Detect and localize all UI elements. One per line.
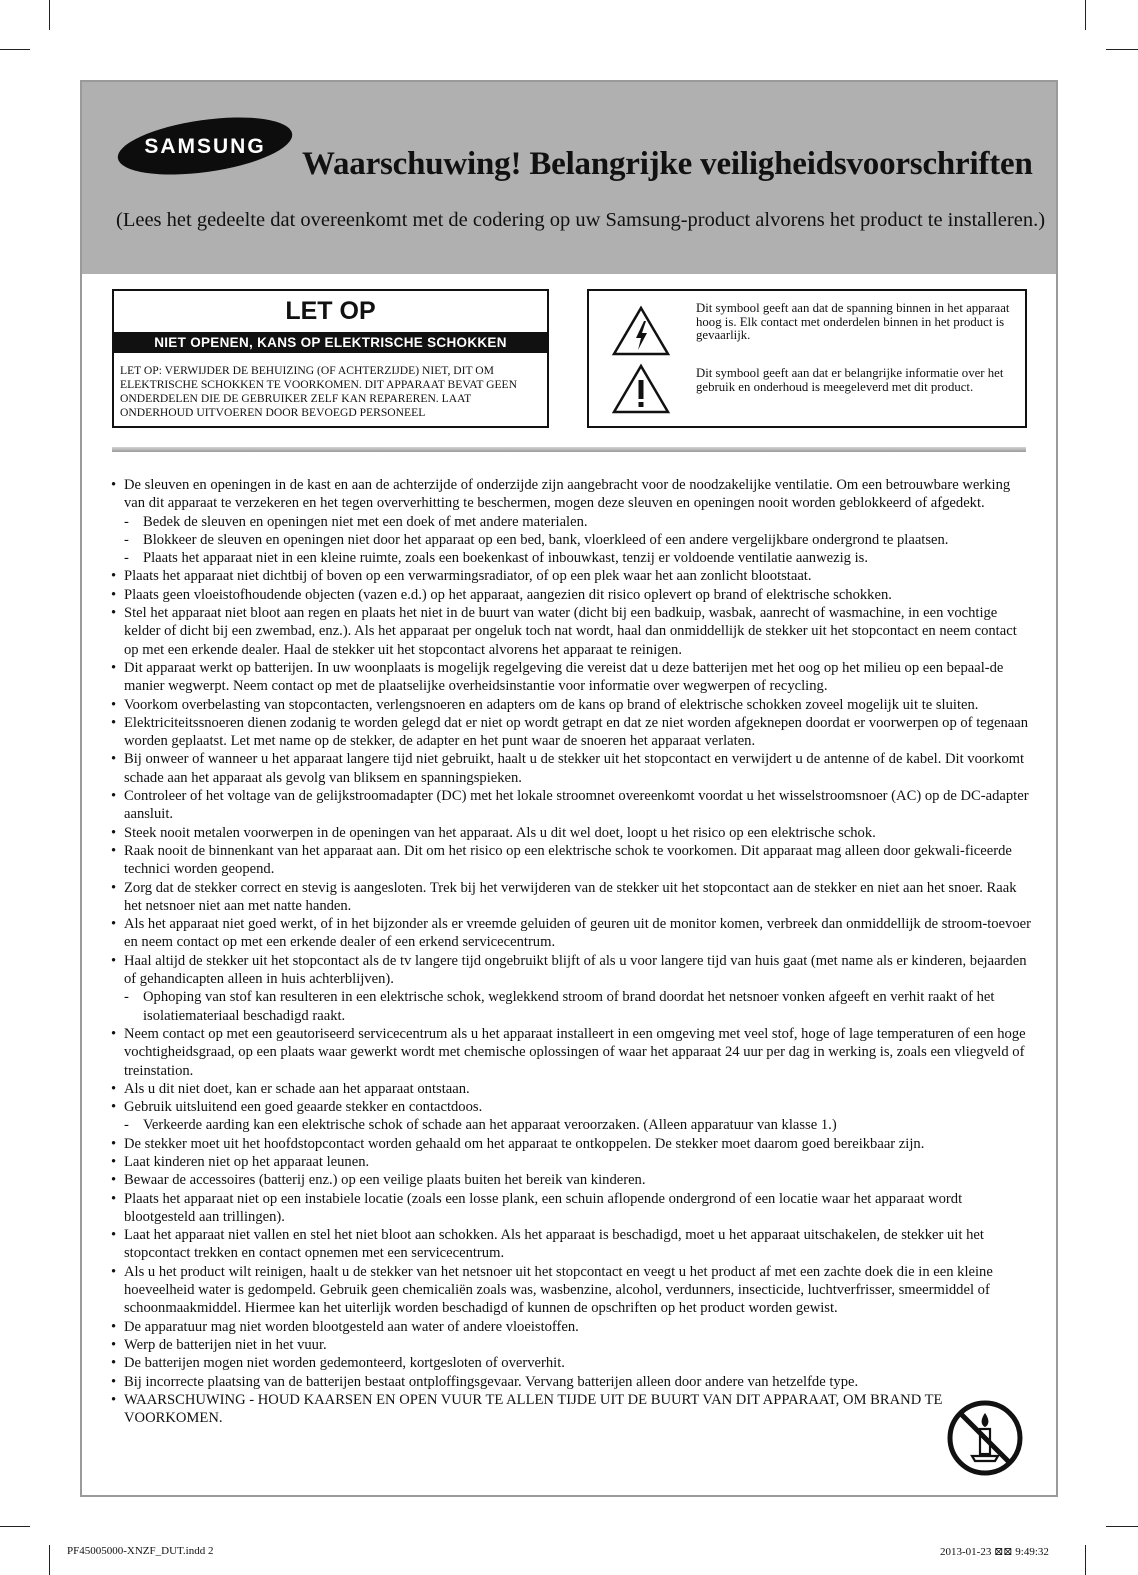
list-item	[106, 824, 1031, 842]
bullet-marker: •	[111, 1190, 117, 1207]
bullet-marker: •	[111, 1373, 117, 1390]
dash-marker: -	[124, 989, 129, 1006]
bullet-marker: •	[111, 1099, 117, 1116]
bullet-marker: •	[111, 1172, 117, 1189]
list-item-text: Werp de batterijen niet in het vuur.	[124, 1336, 327, 1353]
list-item	[106, 842, 1031, 879]
bullet-marker: •	[111, 1153, 117, 1170]
bullet-marker: •	[111, 1318, 117, 1335]
list-item	[106, 567, 1031, 585]
bullet-marker: •	[111, 696, 117, 713]
safety-instructions-list	[106, 476, 1031, 1427]
list-item-text: Bewaar de accessoires (batterij enz.) op een veilige plaats buiten het bereik van kinderen.	[124, 1172, 646, 1189]
symbol-legend-box	[587, 289, 1027, 428]
list-item-text: Zorg dat de stekker correct en stevig is aangesloten. Trek bij het verwijderen van de stekker uit het stopcontact aan de stekker en niet aan het snoer. Raak het netsnoer niet aan met natte handen.	[124, 879, 1017, 914]
list-item-text: Neem contact op met een geautoriseerd servicecentrum als u het apparaat installeert in een omgeving met veel stof, hoge of lage temperaturen of een hoge vochtigheidsgraad, op een plaats waar gewerkt wordt met chemische oplossingen of waar het apparaat 24 uur per dag in werking is, zoals een vliegveld of treinstation.	[124, 1025, 1026, 1079]
list-item	[106, 1226, 1031, 1263]
brand-wordmark: SAMSUNG	[144, 135, 266, 158]
list-item-text: Plaats het apparaat niet dichtbij of boven op een verwarmingsradiator, of op een plek waar het aan zonlicht blootstaat.	[124, 568, 812, 585]
list-item-text: Laat kinderen niet op het apparaat leunen.	[124, 1153, 370, 1170]
dash-marker: -	[124, 550, 129, 567]
list-item	[106, 476, 1031, 513]
list-item	[106, 1318, 1031, 1336]
list-item-text: Dit apparaat werkt op batterijen. In uw woonplaats is mogelijk regelgeving die vereist dat u deze batterijen met het oog op het milieu op een bepaal-de manier wegwerpt. Neem contact op met de plaatselijke overheidsinstantie voor informatie over wegwerpen of recycling.	[124, 659, 1004, 695]
list-item	[106, 549, 1031, 567]
list-item	[106, 879, 1031, 916]
crop-mark	[0, 1526, 30, 1527]
bullet-marker: •	[111, 916, 117, 933]
caution-title: LET OP	[285, 297, 376, 325]
dash-marker: -	[124, 1117, 129, 1134]
bullet-marker: •	[111, 879, 117, 896]
list-item-text: De stekker moet uit het hoofdstopcontact worden gehaald om het apparaat te ontkoppelen. De stekker moet daarom goed bereikbaar zijn.	[124, 1135, 925, 1152]
dash-marker: -	[124, 513, 129, 530]
voltage-symbol-description: Dit symbool geeft aan dat de spanning binnen in het apparaat hoog is. Elk contact met onderdelen binnen in het product is gevaarlijk.	[696, 301, 1010, 342]
list-item	[106, 1171, 1031, 1189]
list-item-text: Laat het apparaat niet vallen en stel het niet bloot aan schokken. Als het apparaat is beschadigd, moet u het apparaat uitschakelen, de stekker uit het stopcontact trekken en contact opnemen met een servicecentrum.	[124, 1227, 984, 1262]
dash-marker: -	[124, 531, 129, 548]
bullet-marker: •	[111, 824, 117, 841]
list-item-text: WAARSCHUWING - HOUD KAARSEN EN OPEN VUUR TE ALLEN TIJDE UIT DE BUURT VAN DIT APPARAAT, OM BRAND TE VOORKOMEN.	[124, 1391, 943, 1427]
list-item	[106, 586, 1031, 604]
list-item-text: Stel het apparaat niet bloot aan regen en plaats het niet in de buurt van water (dicht bij een badkuip, wasbak, aanrecht of wasmachine, in een vochtige kelder of dicht bij een zwembad, enz.). Als het apparaat per ongeluk toch nat wordt, haal dan onmiddellijk de stekker uit het stopcontact en neem contact op met een erkende dealer. Haal de stekker uit het stopcontact alvorens het apparaat te reinigen.	[124, 605, 1017, 658]
list-item	[106, 1116, 1031, 1134]
header-band	[82, 82, 1056, 274]
bullet-marker: •	[111, 659, 117, 676]
caution-body: LET OP: VERWIJDER DE BEHUIZING (OF ACHTERZIJDE) NIET, DIT OM ELEKTRISCHE SCHOKKEN TE VOORKOMEN. DIT APPARAAT BEVAT GEEN ONDERDELEN DIE DE GEBRUIKER ZELF KAN REPAREREN. LAAT ONDERHOUD UITVOEREN DOOR BEVOEGD PERSONEEL	[120, 364, 518, 419]
no-candles-icon	[946, 1399, 1024, 1477]
list-item	[106, 915, 1031, 952]
crop-mark	[49, 1545, 50, 1575]
bullet-marker: •	[111, 751, 117, 768]
bullet-marker: •	[111, 1336, 117, 1353]
list-item-text: Bedek de sleuven en openingen niet met een doek of met andere materialen.	[143, 513, 588, 530]
list-item-text: Bij onweer of wanneer u het apparaat langere tijd niet gebruikt, haalt u de stekker uit het stopcontact en verwijdert u de antenne of de kabel. Dit voorkomt schade aan het apparaat als gevolg van bliksem en spanningspieken.	[124, 751, 1025, 786]
bullet-marker: •	[111, 714, 117, 731]
list-item	[106, 1336, 1031, 1354]
list-item-text: Plaats het apparaat niet in een kleine ruimte, zoals een boekenkast of inbouwkast, tenzij er voldoende ventilatie aanwezig is.	[143, 550, 868, 567]
info-symbol-description: Dit symbool geeft aan dat er belangrijke informatie over het gebruik en onderhoud is meegeleverd met dit product.	[696, 366, 1004, 394]
list-item-text: Voorkom overbelasting van stopcontacten, verlengsnoeren en adapters om de kans op brand of elektrische schokken zoveel mogelijk uit te sluiten.	[124, 696, 979, 713]
footer-file-name: PF45005000-XNZF_DUT.indd 2	[67, 1545, 214, 1557]
list-item	[106, 1190, 1031, 1227]
list-item-text: Verkeerde aarding kan een elektrische schok of schade aan het apparaat veroorzaken. (Alleen apparatuur van klasse 1.)	[143, 1117, 837, 1134]
bullet-marker: •	[111, 1135, 117, 1152]
bullet-marker: •	[111, 788, 117, 805]
bullet-marker: •	[111, 1263, 117, 1280]
page-title: Waarschuwing! Belangrijke veiligheidsvoorschriften	[302, 146, 1033, 182]
list-item	[106, 513, 1031, 531]
crop-mark	[49, 0, 50, 30]
list-item	[106, 531, 1031, 549]
bullet-marker: •	[111, 1227, 117, 1244]
section-divider	[112, 447, 1026, 452]
samsung-logo	[115, 115, 295, 177]
crop-mark	[0, 49, 30, 50]
bullet-marker: •	[111, 1080, 117, 1097]
list-item	[106, 1373, 1031, 1391]
list-item-text: Als u het product wilt reinigen, haalt u de stekker van het netsnoer uit het stopcontact en veegt u het product af met een zachte doek die in een kleine hoeveelheid water is gedompeld. Gebruik geen chemicaliën zoals was, wasbenzine, alcohol, verdunners, insecticide, luchtverfrisser, smeermiddel of schoonmaakmiddel. Hiermee kan het uiterlijk worden beschadigd of kunnen de opschriften op het product worden gewist.	[124, 1263, 993, 1317]
bullet-marker: •	[111, 1391, 117, 1408]
list-item	[106, 1354, 1031, 1372]
list-item	[106, 1098, 1031, 1116]
list-item	[106, 1080, 1031, 1098]
list-item	[106, 696, 1031, 714]
list-item-text: Blokkeer de sleuven en openingen niet door het apparaat op een bed, bank, vloerkleed of een andere vergelijkbare ondergrond te plaatsen.	[143, 531, 949, 548]
list-item	[106, 604, 1031, 659]
safety-sheet	[80, 80, 1058, 1497]
bullet-marker: •	[111, 1025, 117, 1042]
exclamation-warning-icon	[611, 363, 671, 415]
list-item-text: Raak nooit de binnenkant van het apparaat aan. Dit om het risico op een elektrische schok te voorkomen. Dit apparaat mag alleen door gekwali-ficeerde technici worden geopend.	[124, 842, 1012, 878]
list-item	[106, 1135, 1031, 1153]
list-item	[106, 1153, 1031, 1171]
bullet-marker: •	[111, 477, 117, 493]
caution-box	[112, 289, 549, 428]
list-item-text: Elektriciteitssnoeren dienen zodanig te worden gelegd dat er niet op wordt getrapt en dat ze niet worden afgeknepen doordat er voorwerpen op of tegenaan worden geplaatst. Let met name op de stekker, de adapter en het punt waar de snoeren het apparaat verlaten.	[124, 714, 1029, 750]
list-item	[106, 659, 1031, 696]
list-item	[106, 1025, 1031, 1080]
crop-mark	[1106, 1526, 1138, 1527]
list-item-text: Bij incorrecte plaatsing van de batterijen bestaat ontploffingsgevaar. Vervang batterijen alleen door andere van hetzelfde type.	[124, 1373, 859, 1390]
bullet-marker: •	[111, 952, 117, 969]
bullet-marker: •	[111, 842, 117, 859]
caution-banner: NIET OPENEN, KANS OP ELEKTRISCHE SCHOKKEN	[114, 332, 547, 353]
list-item-text: Controleer of het voltage van de gelijkstroomadapter (DC) met het lokale stroomnet overeenkomt voordat u het wisselstroomsnoer (AC) op de DC-adapter aansluit.	[124, 788, 1029, 823]
footer-timestamp: 2013-01-23 ⊠⊠ 9:49:32	[940, 1546, 1049, 1558]
bullet-marker: •	[111, 586, 117, 603]
list-item-text: De apparatuur mag niet worden blootgesteld aan water of andere vloeistoffen.	[124, 1318, 579, 1335]
list-item-text: Plaats geen vloeistofhoudende objecten (vazen e.d.) op het apparaat, aangezien dit risico oplevert op brand of elektrische schokken.	[124, 586, 892, 603]
list-item-text: Plaats het apparaat niet op een instabiele locatie (zoals een losse plank, een schuin aflopende ondergrond of een locatie waar het apparaat wordt blootgesteld aan trillingen).	[124, 1190, 963, 1225]
list-item-text: Steek nooit metalen voorwerpen in de openingen van het apparaat. Als u dit wel doet, loopt u het risico op een elektrische schok.	[124, 824, 876, 841]
list-item	[106, 750, 1031, 787]
bullet-marker: •	[111, 568, 117, 585]
list-item-text: De sleuven en openingen in de kast en aan de achterzijde of onderzijde zijn aangebracht voor de noodzakelijke ventilatie. Om een betrouwbare werking van dit apparaat te verzekeren en het tegen oververhitting te beschermen, mogen deze sleuven en openingen nooit worden geblokkeerd of afgedekt.	[124, 477, 1011, 512]
list-item	[106, 952, 1031, 989]
list-item	[106, 988, 1031, 1025]
list-item	[106, 1391, 1031, 1428]
list-item	[106, 1263, 1031, 1318]
crop-mark	[1085, 0, 1086, 30]
list-item-text: Als u dit niet doet, kan er schade aan het apparaat ontstaan.	[124, 1080, 470, 1097]
list-item-text: De batterijen mogen niet worden gedemonteerd, kortgesloten of oververhit.	[124, 1355, 565, 1372]
list-item-text: Haal altijd de stekker uit het stopcontact als de tv langere tijd ongebruikt blijft of als u voor langere tijd van huis gaat (met name als er kinderen, bejaarden of gehandicapten alleen in huis achterblijven).	[124, 952, 1027, 988]
crop-mark	[1085, 1545, 1086, 1575]
list-item-text: Ophoping van stof kan resulteren in een elektrische schok, weglekkend stroom of brand doordat het netsnoer vonken afgeeft en verhit raakt of het isolatiemateriaal beschadigd raakt.	[143, 989, 995, 1024]
bullet-marker: •	[111, 1355, 117, 1372]
crop-mark	[1106, 49, 1138, 50]
list-item-text: Gebruik uitsluitend een goed geaarde stekker en contactdoos.	[124, 1099, 483, 1116]
list-item	[106, 714, 1031, 751]
high-voltage-warning-icon	[611, 305, 671, 357]
list-item	[106, 787, 1031, 824]
list-item-text: Als het apparaat niet goed werkt, of in het bijzonder als er vreemde geluiden of geuren uit de monitor komen, verbreek dan onmiddellijk de stroom-toevoer en neem contact op met een erkende dealer of een erkend servicecentrum.	[124, 916, 1031, 951]
bullet-marker: •	[111, 605, 117, 622]
page-subtitle: (Lees het gedeelte dat overeenkomt met de codering op uw Samsung-product alvorens het product te installeren.)	[116, 209, 1046, 231]
